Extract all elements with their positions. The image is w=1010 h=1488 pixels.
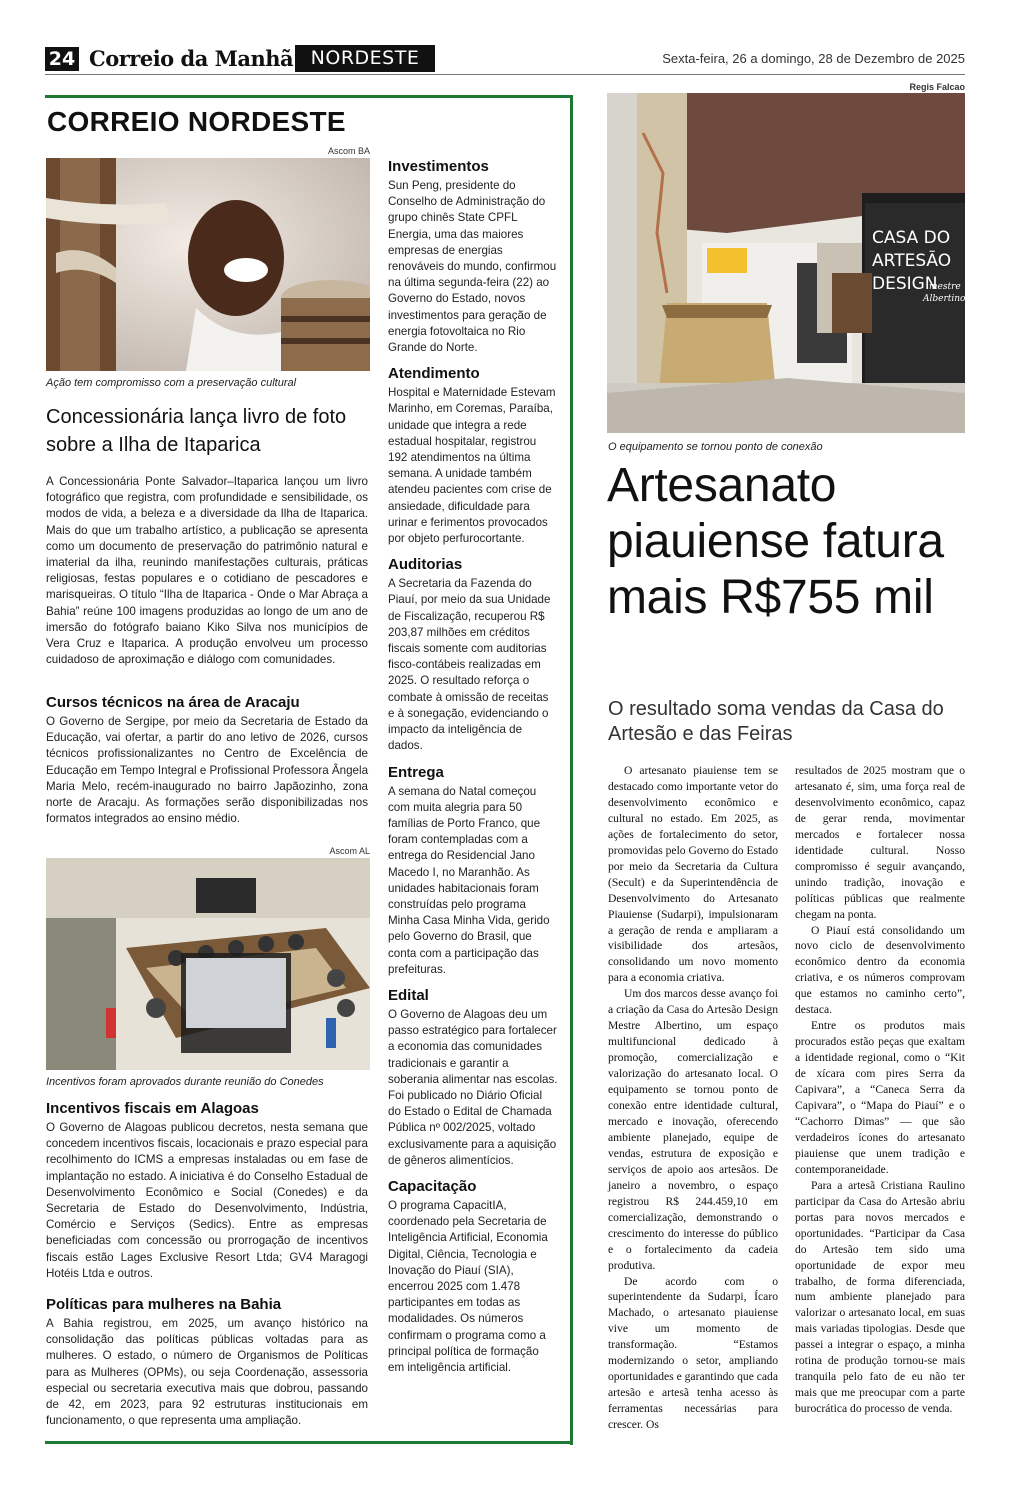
politicas-body: A Bahia registrou, em 2025, um avanço histórico na consolidação das políticas públicas voltadas para as mulheres. O estado, o número de Organismos de Políticas para as Mulheres (OPMs), ou seja Coordenação, assessoria especial ou secretaria executiva mais que dobrou, passando de 42, em 2023, para 92 estruturas institucionais em funcionamento, o que representa uma ampliação.	[46, 1317, 368, 1428]
lead-body: A Concessionária Ponte Salvador–Itaparica lançou um livro fotográfico que registra, com profundidade e sensibilidade, os modos de vida, a beleza e a diversidade da Ilha de Itaparica. Mais do que um trabalho artístico, a publicação se apresenta como um documento de preservação do patrimônio natural e imaterial da ilha, reunindo manifestações culturais, práticas religiosas, festas populares e o cotidiano de pescadores e marisqueiras. O título “Ilha de Itaparica - Onde o Mar Abraça a Bahia” reúne 100 imagens produzidas ao longo de um ano de imersão do fotógrafo baiano Kiko Silva nos municípios de Vera Cruz e Itaparica. A produção envolveu um processo cuidadoso de aproximação e diálogo com comunidades.	[46, 475, 368, 667]
main-headline: Artesanato piauiense fatura mais R$755 mil	[607, 459, 944, 624]
section-kicker: CORREIO NORDESTE	[47, 106, 346, 137]
sign-line: mestre	[929, 282, 961, 292]
lead-headline: Concessionária lança livro de foto sobre a Ilha de Itaparica	[46, 406, 347, 456]
brief-title: Entrega	[388, 763, 444, 781]
brief-title: Auditorias	[388, 556, 463, 574]
brief-body: O Governo de Alagoas deu um passo estratégico para fortalecer a economia das comunidades tradicionais e garantir a soberania alimentar nas escolas. Foi publicado no Diário Oficial do Estado o Edital de Chamada Pública nº 002/2025, voltado exclusivamente para a aquisição de gêneros alimentícios.	[388, 1007, 558, 1167]
brief-title: Capacitação	[388, 1177, 477, 1195]
politicas-title: Políticas para mulheres na Bahia	[46, 1296, 282, 1313]
brief-body: Sun Peng, presidente do Conselho de Administração do grupo chinês State CPFL Energia, uma das maiores empresas de energias renováveis do mundo, confirmou na última segunda-feira (22) ao Governo do Estado, novos investimentos para geração de energia fotovoltaica no Rio Grande do Norte.	[388, 179, 557, 355]
issue-date: Sexta-feira, 26 a domingo, 28 de Dezembro de 2025	[662, 51, 965, 66]
photo-credit: Regis Falcao	[909, 82, 965, 92]
body-paragraph: Um dos marcos desse avanço foi a criação da Casa do Artesão Design Mestre Albertino, um espaço multifuncional dedicado à promoção, comercialização e valorização do artesanato local. O equipamento se tornou ponto de conexão entre identidade cultural, mercado e inovação, oferecendo ambiente planejado, equipe de vendas, estrutura de exposição e serviços de apoio aos artesãos. De janeiro a novembro, o espaço registrou R$ 244.459,10 em comercialização, demonstrando o crescimento do interesse do público e o fortalecimento da cadeia produtiva.	[608, 987, 778, 1272]
main-body-col-a	[608, 763, 778, 1433]
politicas-brief	[46, 1296, 368, 1429]
photo-caption: O equipamento se tornou ponto de conexão	[608, 441, 823, 453]
cursos-title: Cursos técnicos na área de Aracaju	[46, 694, 300, 711]
brief-title: Edital	[388, 986, 429, 1004]
section-frame-right	[570, 95, 573, 1445]
brief-body: A Secretaria da Fazenda do Piauí, por meio da sua Unidade de Fiscalização, recuperou R$ 203,87 milhões em créditos fiscais somente com auditorias fisco-contábeis realizadas em 2025. O resultado reforça o combate à omissão de receitas e à sonegação, evidenciando o impacto da inteligência de dados.	[388, 577, 551, 753]
brief-title: Atendimento	[388, 365, 480, 383]
body-paragraph: Entre os produtos mais procurados estão peças que exaltam a identidade regional, como o “Kit de xícara com pires Serra da Capivara”, a “Caneca Serra da Capivara”, o “Mapa do Piauí” e o “Cachorro Dimas” — que são verdadeiros ícones do artesanato piauiense que unem tradição e contemporaneidade.	[795, 1019, 965, 1176]
child-drum-photo	[46, 158, 370, 371]
photo-credit: Ascom AL	[329, 846, 370, 856]
brief-title: Investimentos	[388, 158, 489, 175]
meeting-room-photo	[46, 858, 370, 1070]
page-number: 24	[45, 47, 79, 71]
main-subheadline: O resultado soma vendas da Casa do Artesão e das Feiras	[608, 698, 944, 745]
newspaper-brand: Correio da Manhã	[89, 46, 294, 71]
page-header	[45, 45, 965, 73]
sign-line: Albertino	[923, 294, 965, 304]
casa-artesao-photo	[607, 93, 965, 433]
cursos-body: O Governo de Sergipe, por meio da Secretaria de Estado da Educação, vai ofertar, a partir do ano letivo de 2026, cursos técnicos profissionalizantes no Centro de Excelência de Educação em Tempo Integral e Profissional Professora Ângela Maria Melo, recém-inaugurado no bairro Japãozinho, zona norte de Aracaju. As formações serão disponibilizadas nos formatos integrados ao ensino médio.	[46, 715, 369, 826]
briefs-column	[388, 158, 558, 1385]
sign-line: CASA DO	[872, 228, 951, 248]
brief-body: Hospital e Maternidade Estevam Marinho, em Coremas, Paraíba, unidade que integra a rede estadual hospitalar, registrou 192 atendimentos na última semana. A unidade também atendeu pacientes com crise de ansiedade, dificuldade para urinar e ferimentos provocados por objeto perfurocortante.	[388, 386, 556, 546]
body-paragraph: De acordo com o superintendente da Sudarpi, Ícaro Machado, o artesanato piauiense vive um momento de transformação. “Estamos modernizando o setor, ampliando oportunidades e garantindo que cada artesão e artesã tenha acesso às ferramentas necessárias para crescer. Os	[608, 1274, 778, 1432]
photo-caption: Incentivos foram aprovados durante reunião do Conedes	[46, 1076, 324, 1088]
section-frame-top	[45, 95, 573, 98]
body-paragraph: resultados de 2025 mostram que o artesanato é, sim, uma força real de desenvolvimento econômico, capaz de gerar renda, movimentar mercados e fortalecer nossa identidade cultural. Nosso compromisso é seguir avançando, unindo tradição, inovação e políticas públicas que realmente chegam na ponta.	[795, 764, 965, 921]
sign-line: ARTESÃO	[872, 251, 952, 271]
brief-body: A semana do Natal começou com muita alegria para 50 famílias de Porto Franco, que foram contempladas com a entrega do Residencial Jano Macedo I, no Maranhão. As unidades habitacionais foram construídas pelo programa Minha Casa Minha Vida, gerido pelo Governo do Brasil, que conta com a participação das prefeituras.	[388, 784, 550, 976]
incentivos-brief	[46, 1100, 368, 1282]
incentivos-body: O Governo de Alagoas publicou decretos, nesta semana que concedem incentivos fiscais, locacionais e prazo especial para recolhimento do ICMS a empresas instaladas ou em fase de implantação no estado. A iniciativa é do Conselho Estadual de Desenvolvimento Econômico e Social (Conedes) e da Secretaria de Estado do Desenvolvimento, Indústria, Comércio e Serviços (Sedics). Entre as empresas beneficiadas com concessão ou prorrogação de incentivos fiscais estão Lages Exclusive Resort Ltda; GV4 Maragogi Hotéis Ltda e outros.	[46, 1121, 368, 1280]
cursos-brief	[46, 694, 368, 827]
section-tag: NORDESTE	[295, 45, 435, 72]
photo-caption: Ação tem compromisso com a preservação cultural	[46, 377, 297, 389]
header-rule	[45, 74, 965, 75]
body-paragraph: O artesanato piauiense tem se destacado como importante vetor do desenvolvimento econômico e cultural no estado. Em 2025, as ações de fortalecimento do setor, promovidas pelo Governo do Estado por meio da Secretaria da Cultura (Secult) e da Superintendência de Desenvolvimento do Artesanato Piauiense (Sudarpi), impulsionaram a geração de renda e ampliaram a visibilidade dos artesãos, consolidando um novo momento para a economia criativa.	[608, 764, 779, 985]
body-paragraph: Para a artesã Cristiana Raulino participar da Casa do Artesão abriu portas para novos mercados e oportunidades. “Participar da Casa do Artesão tem sido uma oportunidade de expor meu trabalho, de forma diferenciada, num ambiente planejado para valorizar o artesanato local, em suas mais variadas tipologias. Desde que passei a integrar o espaço, a minha rotina de produção tornou-se mais tranquila pelo fato de eu não ter mais que me preocupar com a parte burocrática do processo de venda.	[795, 1178, 965, 1416]
main-body-col-b	[795, 763, 965, 1417]
brief-body: O programa CapacitIA, coordenado pela Secretaria de Inteligência Artificial, Economia Digital, Ciência, Tecnologia e Inovação do Piauí (SIA), encerrou 2025 com 1.478 participantes em todas as modalidades. Os números confirmam o programa como a principal política de formação em inteligência artificial.	[388, 1198, 548, 1374]
body-paragraph: O Piauí está consolidando um novo ciclo de desenvolvimento econômico dentro da economia criativa, e os números comprovam que estamos no caminho certo”, destaca.	[795, 923, 965, 1017]
incentivos-title: Incentivos fiscais em Alagoas	[46, 1100, 259, 1117]
sign-line: DESIGN	[872, 274, 938, 294]
photo-credit: Ascom BA	[327, 146, 370, 156]
section-frame-bottom	[45, 1441, 573, 1444]
